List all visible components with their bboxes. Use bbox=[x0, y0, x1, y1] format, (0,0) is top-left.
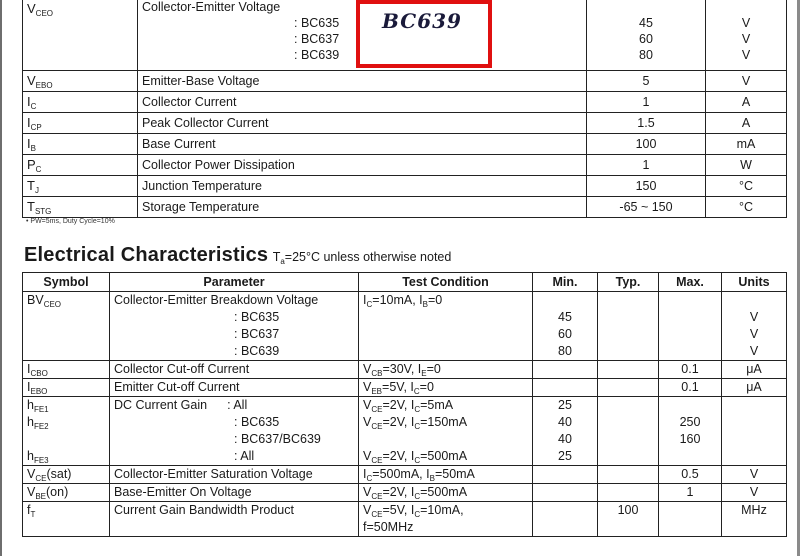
symbol-cell: $BV_{CEO}$ bbox=[23, 292, 110, 361]
parameter-cell: Emitter-Base Voltage bbox=[138, 71, 587, 92]
max-value: 250 bbox=[679, 415, 701, 429]
parameter-cell: Junction Temperature bbox=[138, 176, 587, 197]
unit-text: V bbox=[741, 16, 751, 30]
parameter-cell bbox=[110, 397, 359, 466]
table-row bbox=[23, 502, 787, 537]
max-cell: 0.1 bbox=[659, 379, 722, 397]
variant-label: : BC635 bbox=[234, 415, 280, 429]
handwritten-annotation: BC639 bbox=[382, 9, 462, 33]
symbol-cell: $I_C$ bbox=[23, 92, 138, 113]
unit-cell: °C bbox=[706, 197, 787, 218]
units-cell: V bbox=[722, 484, 787, 502]
header-max: Max. bbox=[659, 273, 722, 292]
parameter-cell: Base-Emitter On Voltage bbox=[110, 484, 359, 502]
value-text: 80 bbox=[639, 48, 653, 62]
max-cell bbox=[659, 292, 722, 361]
typ-cell bbox=[598, 361, 659, 379]
symbol-cell: $f_T$ bbox=[23, 502, 110, 537]
variant-label: : BC637 bbox=[234, 327, 280, 341]
units-cell: MHz bbox=[722, 502, 787, 537]
test-condition-cell: $V_{CE}=2V$, $I_C=5mA$ $V_{CE}=2V$, $I_C=150mA$ $V_{CE}=2V$, $I_C=500mA$ bbox=[359, 397, 533, 466]
test-condition-cell: $I_C=500mA$, $I_B=50mA$ bbox=[359, 466, 533, 484]
parameter-cell: Collector-Emitter Saturation Voltage bbox=[110, 466, 359, 484]
value-cell: 1 bbox=[587, 155, 706, 176]
max-cell bbox=[659, 502, 722, 537]
parameter-cell: Peak Collector Current bbox=[138, 113, 587, 134]
table-row bbox=[23, 92, 787, 113]
min-value: 45 bbox=[558, 310, 572, 324]
unit-text: V bbox=[741, 32, 751, 46]
value-cell: 100 bbox=[587, 134, 706, 155]
min-cell bbox=[533, 466, 598, 484]
unit-cell: °C bbox=[706, 176, 787, 197]
variant-label: : All bbox=[234, 449, 255, 463]
symbol-cell: $V_{BE}(on)$ bbox=[23, 484, 110, 502]
symbol-cell: $V_{EBO}$ bbox=[23, 71, 138, 92]
unit-cell: A bbox=[706, 92, 787, 113]
min-value: 25 bbox=[558, 398, 572, 412]
units-cell bbox=[722, 397, 787, 466]
test-condition-cell: $V_{EB}=5V$, $I_C=0$ bbox=[359, 379, 533, 397]
parameter-label: DC Current Gain : All bbox=[114, 398, 248, 412]
units-cell: V bbox=[722, 466, 787, 484]
units-cell: μA bbox=[722, 379, 787, 397]
min-cell bbox=[533, 361, 598, 379]
parameter-cell: Base Current bbox=[138, 134, 587, 155]
unit-cell: mA bbox=[706, 134, 787, 155]
variant-label: : BC639 bbox=[294, 48, 340, 62]
variant-label: : All bbox=[227, 398, 248, 412]
test-condition-cell: $V_{CE}=5V$, $I_C=10mA$, f=50MHz bbox=[359, 502, 533, 537]
value-cell bbox=[587, 0, 706, 71]
table-row bbox=[23, 113, 787, 134]
min-cell bbox=[533, 292, 598, 361]
symbol-cell: $I_{EBO}$ bbox=[23, 379, 110, 397]
max-cell: 1 bbox=[659, 484, 722, 502]
table-header-row bbox=[23, 273, 787, 292]
section-heading bbox=[24, 244, 451, 267]
electrical-characteristics-table bbox=[22, 272, 787, 537]
table-row bbox=[23, 466, 787, 484]
parameter-cell: Collector Cut-off Current bbox=[110, 361, 359, 379]
table-row bbox=[23, 379, 787, 397]
value-cell: 5 bbox=[587, 71, 706, 92]
parameter-label: Collector-Emitter Breakdown Voltage bbox=[114, 293, 319, 307]
typ-cell bbox=[598, 466, 659, 484]
unit-text: V bbox=[749, 327, 759, 341]
value-cell: 1.5 bbox=[587, 113, 706, 134]
typ-cell bbox=[598, 484, 659, 502]
variant-label: : BC637/BC639 bbox=[234, 432, 321, 446]
value-text: 45 bbox=[639, 16, 653, 30]
max-cell: 0.1 bbox=[659, 361, 722, 379]
test-condition-cell: $V_{CE}=2V$, $I_C=500mA$ bbox=[359, 484, 533, 502]
typ-cell bbox=[598, 397, 659, 466]
min-value: 40 bbox=[558, 432, 572, 446]
parameter-cell bbox=[110, 292, 359, 361]
min-cell bbox=[533, 484, 598, 502]
symbol-cell: $V_{CEO}$ bbox=[23, 0, 138, 71]
section-condition: $T_a=25^\circ C$ unless otherwise noted bbox=[272, 250, 452, 266]
parameter-cell: Emitter Cut-off Current bbox=[110, 379, 359, 397]
min-value: 25 bbox=[558, 449, 572, 463]
header-typ: Typ. bbox=[598, 273, 659, 292]
units-cell: μA bbox=[722, 361, 787, 379]
parameter-cell: Collector Power Dissipation bbox=[138, 155, 587, 176]
unit-text: V bbox=[749, 310, 759, 324]
unit-cell: V bbox=[706, 71, 787, 92]
symbol-cell: $I_{CBO}$ bbox=[23, 361, 110, 379]
table-row bbox=[23, 397, 787, 466]
table-row bbox=[23, 134, 787, 155]
min-cell bbox=[533, 502, 598, 537]
symbol-cell: $T_J$ bbox=[23, 176, 138, 197]
header-parameter: Parameter bbox=[110, 273, 359, 292]
variant-label: : BC635 bbox=[294, 16, 340, 30]
table-row bbox=[23, 292, 787, 361]
value-cell: 1 bbox=[587, 92, 706, 113]
min-value: 60 bbox=[558, 327, 572, 341]
units-cell bbox=[722, 292, 787, 361]
unit-cell: W bbox=[706, 155, 787, 176]
symbol-text: $h_{FE1}$ bbox=[27, 398, 49, 414]
header-min: Min. bbox=[533, 273, 598, 292]
min-value: 80 bbox=[558, 344, 572, 358]
parameter-cell: Collector Current bbox=[138, 92, 587, 113]
max-cell: 0.5 bbox=[659, 466, 722, 484]
typ-cell bbox=[598, 292, 659, 361]
table-row bbox=[23, 361, 787, 379]
max-value: 160 bbox=[679, 432, 701, 446]
variant-label: : BC639 bbox=[234, 344, 280, 358]
unit-cell: A bbox=[706, 113, 787, 134]
max-cell bbox=[659, 397, 722, 466]
typ-cell bbox=[598, 379, 659, 397]
symbol-cell: $P_C$ bbox=[23, 155, 138, 176]
footnote: • PW=5ms, Duty Cycle=10% bbox=[26, 218, 115, 225]
symbol-cell: $I_{CP}$ bbox=[23, 113, 138, 134]
header-symbol: Symbol bbox=[23, 273, 110, 292]
typ-cell: 100 bbox=[598, 502, 659, 537]
unit-text: V bbox=[741, 48, 751, 62]
value-cell: 150 bbox=[587, 176, 706, 197]
value-text: 60 bbox=[639, 32, 653, 46]
parameter-cell: Current Gain Bandwidth Product bbox=[110, 502, 359, 537]
min-cell bbox=[533, 397, 598, 466]
table-row bbox=[23, 176, 787, 197]
test-condition-line: f=50MHz bbox=[363, 520, 414, 534]
value-cell: -65 ~ 150 bbox=[587, 197, 706, 218]
table-row bbox=[23, 484, 787, 502]
header-test-condition: Test Condition bbox=[359, 273, 533, 292]
variant-label: : BC637 bbox=[294, 32, 340, 46]
symbol-cell bbox=[23, 397, 110, 466]
parameter-label: Collector-Emitter Voltage bbox=[142, 0, 281, 14]
symbol-cell: $I_B$ bbox=[23, 134, 138, 155]
symbol-cell: $T_{STG}$ bbox=[23, 197, 138, 218]
left-frame-edge bbox=[0, 0, 2, 556]
min-value: 40 bbox=[558, 415, 572, 429]
unit-text: V bbox=[749, 344, 759, 358]
section-title: Electrical Characteristics bbox=[24, 244, 269, 266]
unit-cell bbox=[706, 0, 787, 71]
symbol-text: $h_{FE2}$ bbox=[27, 415, 49, 431]
test-condition-cell: $V_{CB}=30V$, $I_E=0$ bbox=[359, 361, 533, 379]
variant-label: : BC635 bbox=[234, 310, 280, 324]
parameter-cell: Storage Temperature bbox=[138, 197, 587, 218]
header-units: Units bbox=[722, 273, 787, 292]
symbol-text: $h_{FE3}$ bbox=[27, 449, 49, 465]
table-row bbox=[23, 155, 787, 176]
table-row bbox=[23, 197, 787, 218]
test-condition-cell: $I_C=10mA$, $I_B=0$ bbox=[359, 292, 533, 361]
symbol-cell: $V_{CE}(sat)$ bbox=[23, 466, 110, 484]
min-cell bbox=[533, 379, 598, 397]
table-row bbox=[23, 71, 787, 92]
